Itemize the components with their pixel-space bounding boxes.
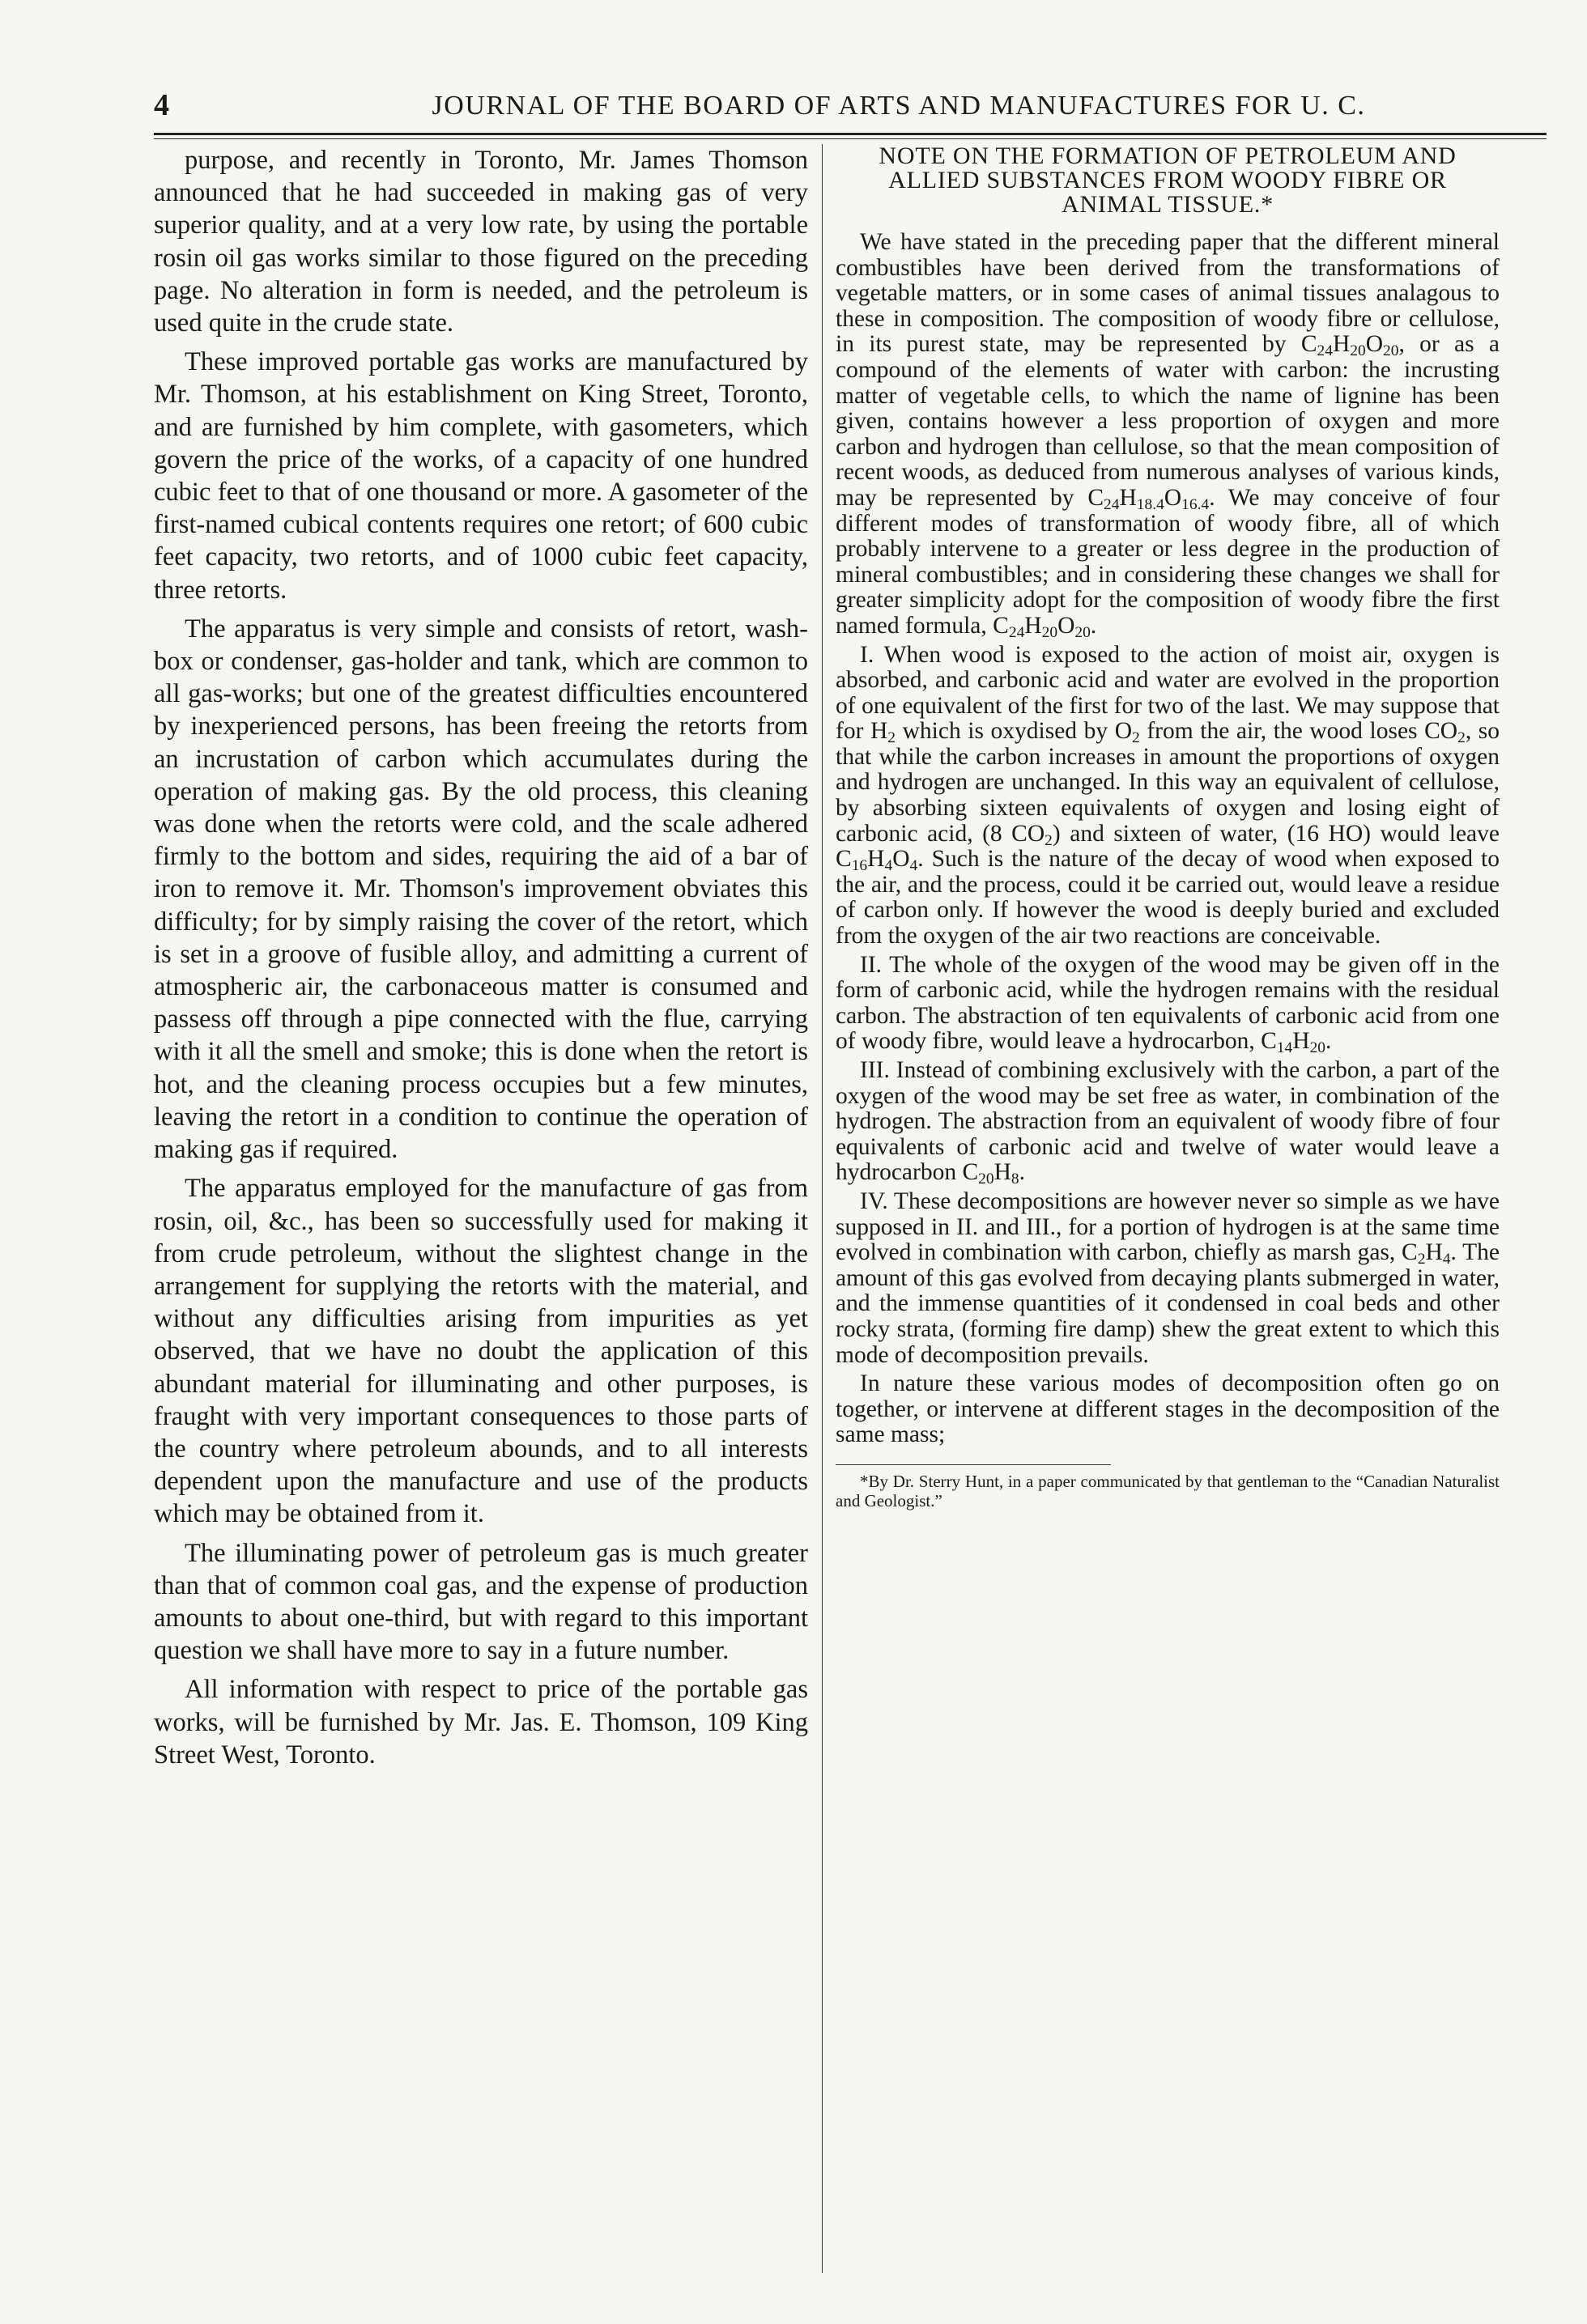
subscript: 4 xyxy=(884,857,893,875)
subscript: 20 xyxy=(1074,623,1091,641)
right-column xyxy=(836,144,1500,1510)
subscript: 2 xyxy=(1457,729,1466,747)
paragraph: The apparatus employed for the manufacture of gas from rosin, oil, &c., has been so successfully used for making it from crude petroleum, without the slightest change in the arrangement for supplying the retorts with the material, and without any difficulties arising from impurities as yet observed, that we have no doubt the application of this abundant material for illuminating and other purposes, is fraught with very important consequences to those parts of the country where petroleum abounds, and to all interests dependent upon the manufacture and use of the products which may be obtained from it. xyxy=(154,1174,808,1529)
text-run: ) and sixteen of water, (16 HO) would leave xyxy=(1052,820,1500,847)
subscript: 2 xyxy=(1417,1251,1426,1268)
text-run: . xyxy=(1090,612,1097,639)
formula-o2: $O_2$ xyxy=(1114,718,1140,747)
paragraph xyxy=(836,230,1500,639)
paragraph xyxy=(836,1058,1500,1186)
text-run: II. The whole of the oxygen of the wood may be given off in the form of carbonic acid, while the hydrogen remains with the residual carbon. The abstraction of ten equivalents of carbonic acid from one of woody fibre, would leave a hydrocarbon, xyxy=(836,951,1500,1055)
article-title: NOTE ON THE FORMATION OF PETROLEUM AND ALLIED SUBSTANCES FROM WOODY FIBRE OR ANIMAL TISSUE.* xyxy=(879,142,1457,218)
page-number: 4 xyxy=(154,88,169,122)
subscript: 16 xyxy=(851,857,868,875)
formula-c14h20: $C_{14}H_{20}$ xyxy=(1261,1028,1326,1057)
paragraph: purpose, and recently in Toronto, Mr. James Thomson announced that he had succeeded in making gas of very superior quality, and at a very low rate, by using the portable rosin oil gas works similar to those figured on the preceding page. No alteration in form is needed, and the petroleum is used quite in the crude state. xyxy=(154,146,808,338)
subscript: 8 xyxy=(1010,1170,1019,1188)
running-head: JOURNAL OF THE BOARD OF ARTS AND MANUFACTURES FOR U. C. xyxy=(432,91,1366,121)
page-header xyxy=(154,87,1547,136)
text-run: We have stated in the preceding paper that the different mineral combustibles have been derived from the transformations of vegetable matters, or in some cases of animal tissues analagous to these in composition. The composition of woody fibre or cellulose, in its purest state, may be represented by xyxy=(836,229,1500,358)
paragraph xyxy=(836,953,1500,1055)
formula-c20h8: $C_{20}H_8$ xyxy=(962,1159,1019,1188)
subscript: 24 xyxy=(1008,623,1025,641)
paragraph: The illuminating power of petroleum gas is much greater than that of common coal gas, and the expense of production amounts to about one-third, but with regard to this important question we shall have more to say in a future number. xyxy=(154,1538,808,1666)
text-run: . The amount of this gas evolved from decaying plants submerged in water, and the immense quantities of it condensed in coal beds and other rocky strata, (forming fire damp) shew the great extent to which this mode of decomposition prevails. xyxy=(836,1239,1500,1368)
footnote: *By Dr. Sterry Hunt, in a paper communicated by that gentleman to the “Canadian Naturalist and Geologist.” xyxy=(836,1471,1500,1510)
formula-h2: $H_2$ xyxy=(870,718,896,747)
paragraph: In nature these various modes of decomposition often go on together, or intervene at different stages in the decomposition of the same mass; xyxy=(836,1370,1500,1448)
subscript: 4 xyxy=(1442,1251,1451,1268)
text-run: from the air, the wood loses xyxy=(1139,718,1425,745)
subscript: 2 xyxy=(887,729,896,747)
text-run: , so that while the carbon increases in amount the proportions of oxygen and hydrogen are unchanged. In this way an equivalent of cellulose, by absorbing sixteen equivalents of oxygen and losing eight of carbonic acid, (8 xyxy=(836,718,1500,847)
formula-wood-mean: $C_{24}H_{18.4}O_{16.4}$ xyxy=(1087,484,1210,513)
text-run: , or as a compound of the elements of water with carbon: the incrusting matter of vegetable cells, to which the name of lignine has been given, contains however a less proportion of oxygen and more carbon and hydrogen than cellulose, so that the mean composition of recent woods, as deduced from numerous analyses of various kinds, may be represented by xyxy=(836,331,1500,511)
column-divider xyxy=(822,144,823,2273)
subscript: 4 xyxy=(909,857,918,875)
subscript: 24 xyxy=(1104,495,1120,513)
subscript: 20 xyxy=(1350,342,1366,360)
formula-c2h4: $C_2H_4$ xyxy=(1402,1239,1451,1268)
subscript: 2 xyxy=(1045,831,1053,849)
subscript: 20 xyxy=(1383,342,1399,360)
subscript: 24 xyxy=(1317,342,1333,360)
formula-co2: $CO_2$ xyxy=(1424,718,1466,747)
paragraph: These improved portable gas works are manufactured by Mr. Thomson, at his establishment on King Street, Toronto, and are furnished by him complete, with gasometers, which govern the price of the works, of a capacity of one hundred cubic feet to that of one thousand or more. A gasometer of the first-named cubical contents requires one retort; of 600 cubic feet capacity, two retorts, and of 1000 cubic feet capacity, three retorts. xyxy=(154,347,808,605)
paragraph xyxy=(836,1189,1500,1368)
footnote-rule xyxy=(836,1464,1111,1465)
subscript: 14 xyxy=(1276,1039,1293,1057)
text-run: I. When wood is exposed to the action of moist air, oxygen is absorbed, and carbonic acid and water are evolved in the proportion of one equivalent of the first for two of the last. We may suppose that for xyxy=(836,641,1500,745)
formula-c16h4o4: $C_{16}H_4O_4$ xyxy=(836,846,918,875)
header-rule xyxy=(154,133,1547,139)
left-column xyxy=(154,144,808,1771)
paragraph: All information with respect to price of the portable gas works, will be furnished by Mr. Jas. E. Thomson, 109 King Street West, Toronto. xyxy=(154,1675,808,1770)
subscript: 2 xyxy=(1132,729,1140,747)
paragraph: The apparatus is very simple and consists of retort, wash-box or condenser, gas-holder and tank, which are common to all gas-works; but one of the greatest difficulties encountered by inexperienced persons, has been freeing the retorts from an incrustation of carbon which accumulates during the operation of making gas. By the old process, this cleaning was done when the retorts were cold, and the scale adhered firmly to the bottom and sides, requiring the aid of a bar of iron to remove it. Mr. Thomson's improvement obviates this difficulty; for by simply raising the cover of the retort, which is set in a groove of fusible alloy, and admitting a current of atmospheric air, the carbonaceous matter is consumed and passess off through a pipe connected with the flue, carrying with it all the smell and smoke; this is done when the retort is hot, and the cleaning process occupies but a few minutes, leaving the retort in a condition to continue the operation of making gas if required. xyxy=(154,614,808,1165)
text-run: . xyxy=(1019,1159,1026,1186)
subscript: 20 xyxy=(978,1170,994,1188)
text-run: . Such is the nature of the decay of wood when exposed to the air, and the process, could it be carried out, would leave a residue of carbon only. If however the wood is deeply buried and excluded from the oxygen of the air two reactions are conceivable. xyxy=(836,846,1500,950)
text-run: IV. These decompositions are however never so simple as we have supposed in II. and III., for a portion of hydrogen is at the same time evolved in combination with carbon, chiefly as marsh gas, xyxy=(836,1187,1500,1266)
formula-co2-eight: $CO_2$ xyxy=(1011,820,1053,849)
text-run: III. Instead of combining exclusively with the carbon, a part of the oxygen of the wood may be set free as water, in combination of the hydrogen. The abstraction from an equivalent of woody fibre of four equivalents of carbonic acid and twelve of water would leave a hydrocarbon xyxy=(836,1057,1500,1186)
subscript: 18.4 xyxy=(1136,495,1164,513)
paragraph xyxy=(836,643,1500,950)
text-run: which is oxydised by xyxy=(896,718,1115,745)
formula-cellulose: $C_{24}H_{20}O_{20}$ xyxy=(1300,331,1399,360)
text-run: . xyxy=(1325,1028,1332,1055)
subscript: 16.4 xyxy=(1181,495,1210,513)
subscript: 20 xyxy=(1309,1039,1326,1057)
subscript: 20 xyxy=(1041,623,1058,641)
formula-cellulose-again: $C_{24}H_{20}O_{20}$ xyxy=(993,612,1091,641)
text-run: . We may conceive of four different modes of transformation of woody fibre, all of which probably intervene to a greater or less degree in the production of mineral combustibles; and in considering these changes we shall for greater simplicity adopt for the composition of woody fibre the first named formula, xyxy=(836,484,1500,639)
